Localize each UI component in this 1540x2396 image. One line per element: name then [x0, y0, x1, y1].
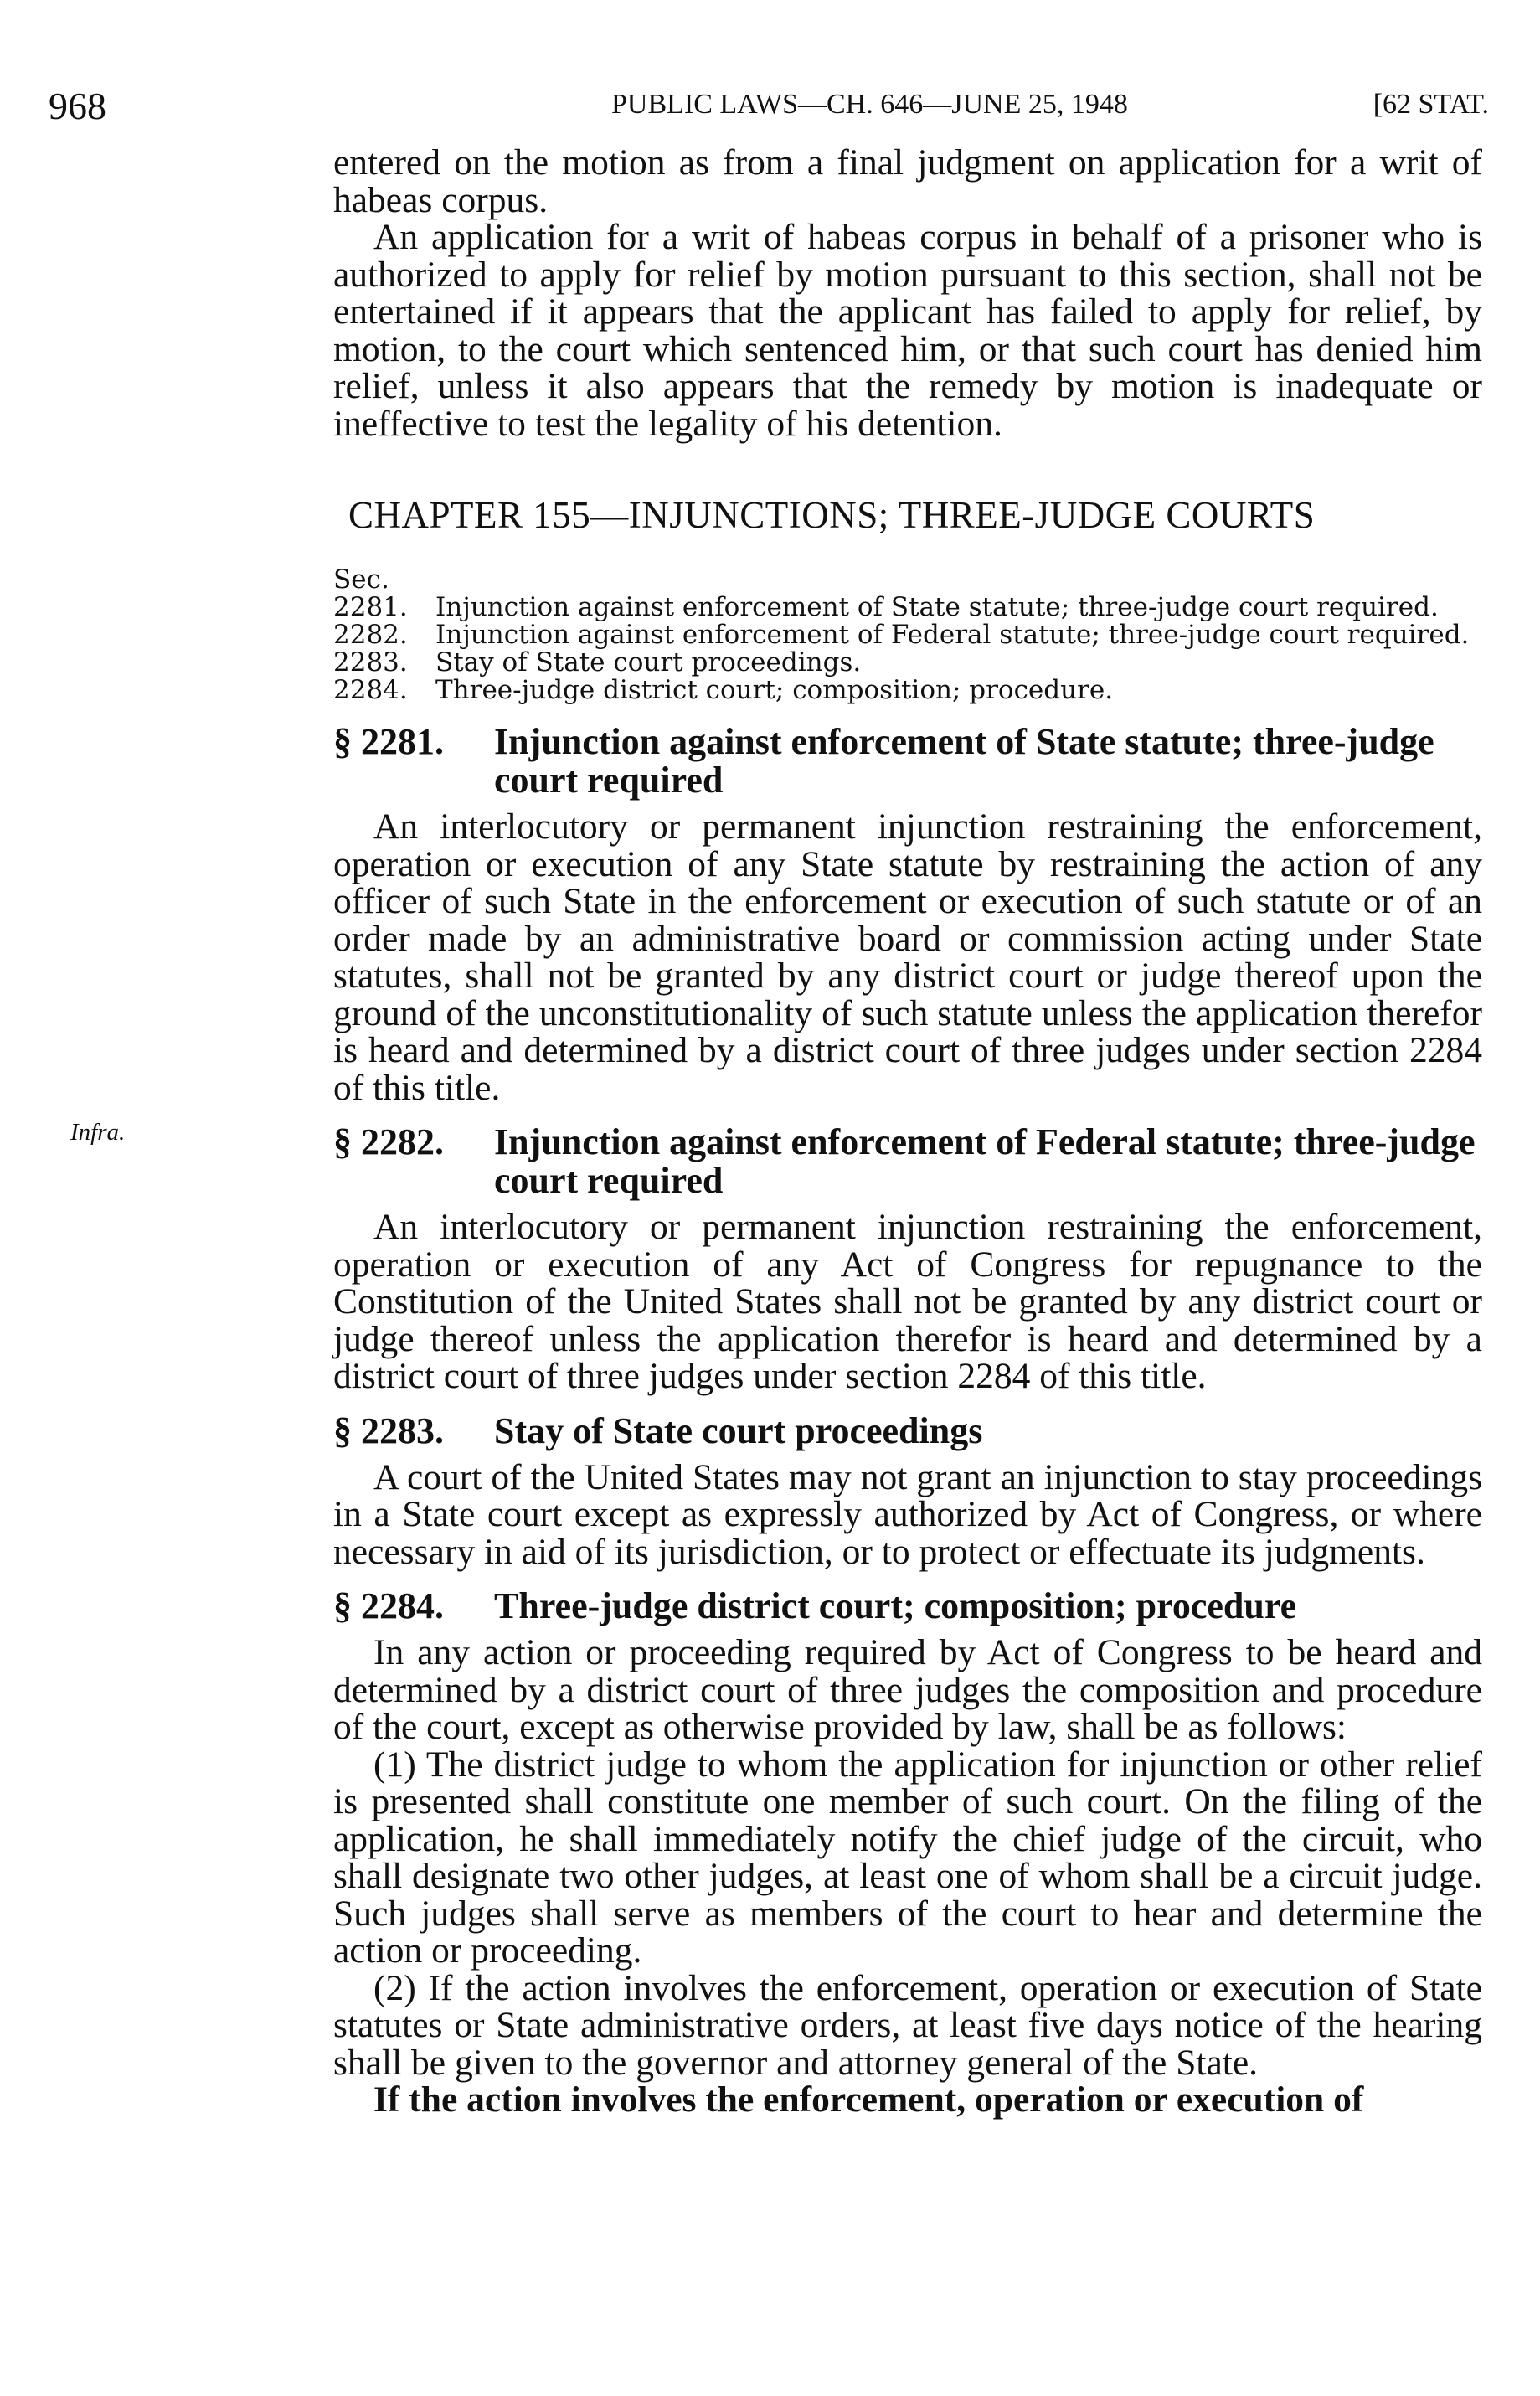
section-body: An interlocutory or permanent injunction restraining the enforcement, operation or execution of any Act of Congress for repugnance to the Constitution of the United States shall not be granted by any district court or judge thereof unless the application therefor is heard and determined by a district court of three judges under section 2284 of this title.: [333, 1207, 1482, 1396]
page-header: [49, 84, 1489, 126]
section-item: (2) If the action involves the enforcement, operation or execution of State statutes or State administrative orders, at least five days notice of the hearing shall be given to the governor and attorney general of the State.: [333, 1967, 1482, 2083]
toc-entry-number: 2284.: [333, 675, 408, 705]
toc-entry-text: Injunction against enforcement of State statute; three-judge court required.: [435, 592, 1439, 622]
section-body: In any action or proceeding required by Act of Congress to be heard and determined by a district court of three judges the composition and procedure of the court, except as otherwise provided by law, shall be as follows:: [333, 1632, 1482, 1747]
section-body: An interlocutory or permanent injunction restraining the enforcement, operation or execution of any State statute by restraining the action of any officer of such State in the enforcement or execution of such statute or of an order made by an administrative board or commission acting under State statutes, shall not be granted by any district court or judge thereof upon the ground of the unconstitutionality of such statute unless the application therefor is heard and determined by a district court of three judges under section 2284 of this title.: [333, 806, 1482, 1108]
statute-reference: [62 STAT.: [1373, 89, 1489, 120]
toc-entry: [333, 621, 1482, 649]
section-title: Stay of State court proceedings: [494, 1409, 983, 1451]
section-heading: [333, 1587, 1482, 1626]
toc-label: Sec.: [333, 564, 389, 595]
toc-entry-text: Three-judge district court; composition; procedure.: [435, 675, 1114, 705]
toc-entry: [333, 677, 1482, 704]
running-title: PUBLIC LAWS—CH. 646—JUNE 25, 1948: [611, 89, 1128, 120]
toc-entry: [333, 594, 1482, 621]
section-trailing-text: If the action involves the enforcement, operation or execution of: [373, 2079, 1364, 2120]
section-heading: [333, 1123, 1482, 1200]
section-number: § 2281.: [333, 721, 444, 762]
continued-paragraph: entered on the motion as from a final judgment on application for a writ of habeas corpus.: [333, 142, 1482, 220]
toc-entry: [333, 649, 1482, 677]
page-number: 968: [49, 85, 106, 127]
section-heading: [333, 1409, 1482, 1451]
section-item: (1) The district judge to whom the application for injunction or other relief is presented shall constitute one member of such court. On the filing of the application, he shall immediately notify the chief judge of the circuit, who shall designate two other judges, at least one of whom shall be a circuit judge. Such judges shall serve as members of the court to hear and determine the action or proceeding.: [333, 1744, 1482, 1971]
toc-entry-text: Injunction against enforcement of Federal statute; three-judge court required.: [435, 620, 1470, 650]
section-heading: [333, 723, 1482, 800]
section-title: Injunction against enforcement of State statute; three-judge court required: [494, 721, 1434, 801]
toc-entry-text: Stay of State court proceedings.: [435, 647, 862, 678]
section-title: Injunction against enforcement of Federal statute; three-judge court required: [494, 1121, 1476, 1201]
margin-note: Infra.: [70, 1119, 126, 1146]
habeas-paragraph: An application for a writ of habeas corpus in behalf of a prisoner who is authorized to apply for relief by motion pursuant to this section, shall not be entertained if it appears that the applicant has failed to apply for relief, by motion, to the court which sentenced him, or that such court has denied him relief, unless it also appears that the remedy by motion is inadequate or ineffective to test the legality of his detention.: [333, 217, 1482, 444]
chapter-title: CHAPTER 155—INJUNCTIONS; THREE-JUDGE COURTS: [348, 494, 1316, 536]
chapter-section-list: [333, 566, 1482, 704]
toc-entry-number: 2282.: [333, 620, 408, 650]
section-title: Three-judge district court; composition; procedure: [494, 1585, 1297, 1626]
toc-entry-number: 2283.: [333, 647, 408, 678]
section-number: § 2282.: [333, 1121, 444, 1162]
section-number: § 2283.: [333, 1409, 444, 1451]
section-number: § 2284.: [333, 1585, 444, 1626]
section-body: A court of the United States may not grant an injunction to stay proceedings in a State court except as expressly authorized by Act of Congress, or where necessary in aid of its jurisdiction, or to protect or effectuate its judgments.: [333, 1456, 1482, 1572]
toc-entry-number: 2281.: [333, 592, 408, 622]
page-body: [333, 144, 1482, 2119]
